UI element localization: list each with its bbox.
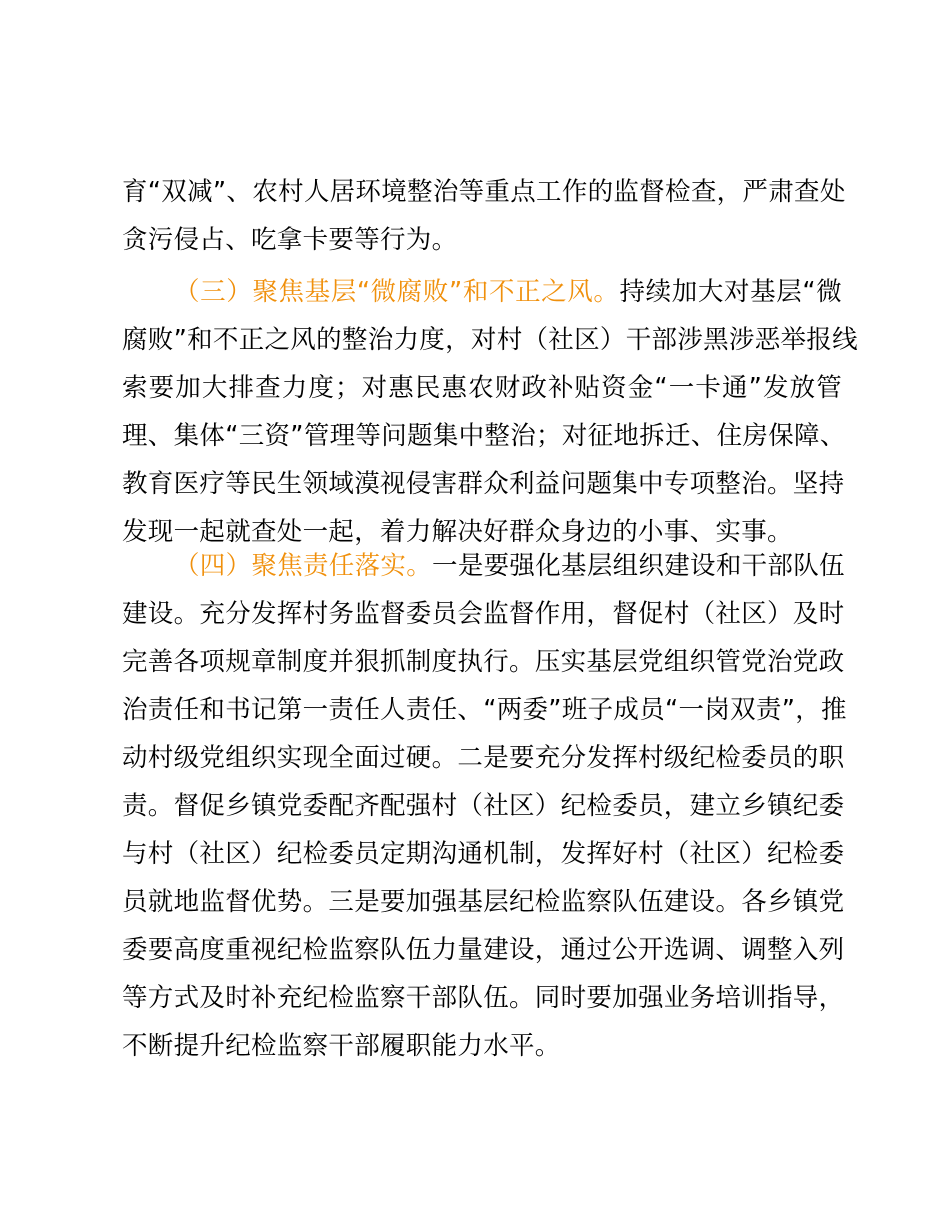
- paragraph-continuation: [122, 168, 846, 264]
- text-line: 不断提升纪检监察干部履职能力水平。: [122, 1031, 561, 1061]
- text-line: 治责任和书记第一责任人责任、“两委”班子成员“一岗双责”，推: [122, 695, 847, 725]
- paragraph-section-4: [122, 542, 847, 1070]
- text-line: 责。督促乡镇党委配齐配强村（社区）纪检委员，建立乡镇纪委: [122, 791, 845, 821]
- text-line: [122, 542, 845, 590]
- text-line: 建设。充分发挥村务监督委员会监督作用，督促村（社区）及时: [122, 599, 845, 629]
- text-line: 等方式及时补充纪检监察干部队伍。同时要加强业务培训指导，: [122, 983, 845, 1013]
- text-run: 一是要强化基层组织建设和干部队伍: [432, 551, 845, 581]
- text-run: 持续加大对基层“微: [619, 277, 842, 307]
- text-line: 员就地监督优势。三是要加强基层纪检监察队伍建设。各乡镇党: [122, 887, 845, 917]
- text-line: 贪污侵占、吃拿卡要等行为。: [122, 225, 458, 255]
- text-line: 发现一起就查处一起，着力解决好群众身边的小事、实事。: [122, 517, 793, 547]
- paragraph-section-3: [122, 268, 858, 556]
- text-line: 理、集体“三资”管理等问题集中整治；对征地拆迁、住房保障、: [122, 421, 846, 451]
- text-line: 育“双减”、农村人居环境整治等重点工作的监督检查，严肃查处: [122, 177, 846, 207]
- text-line: 完善各项规章制度并狠抓制度执行。压实基层党组织管党治党政: [122, 647, 845, 677]
- text-line: 动村级党组织实现全面过硬。二是要充分发挥村级纪检委员的职: [122, 743, 845, 773]
- text-line: 委要高度重视纪检监察队伍力量建设，通过公开选调、调整入列: [122, 935, 845, 965]
- text-line: 与村（社区）纪检委员定期沟通机制，发挥好村（社区）纪检委: [122, 839, 845, 869]
- text-line: [122, 268, 842, 316]
- text-line: 索要加大排查力度；对惠民惠农财政补贴资金“一卡通”发放管: [122, 373, 842, 403]
- text-line: 腐败”和不正之风的整治力度，对村（社区）干部涉黑涉恶举报线: [122, 325, 858, 355]
- section-heading: （三）聚焦基层“微腐败”和不正之风。: [174, 277, 620, 307]
- section-heading: （四）聚焦责任落实。: [174, 551, 433, 581]
- text-line: 教育医疗等民生领域漠视侵害群众利益问题集中专项整治。坚持: [122, 469, 845, 499]
